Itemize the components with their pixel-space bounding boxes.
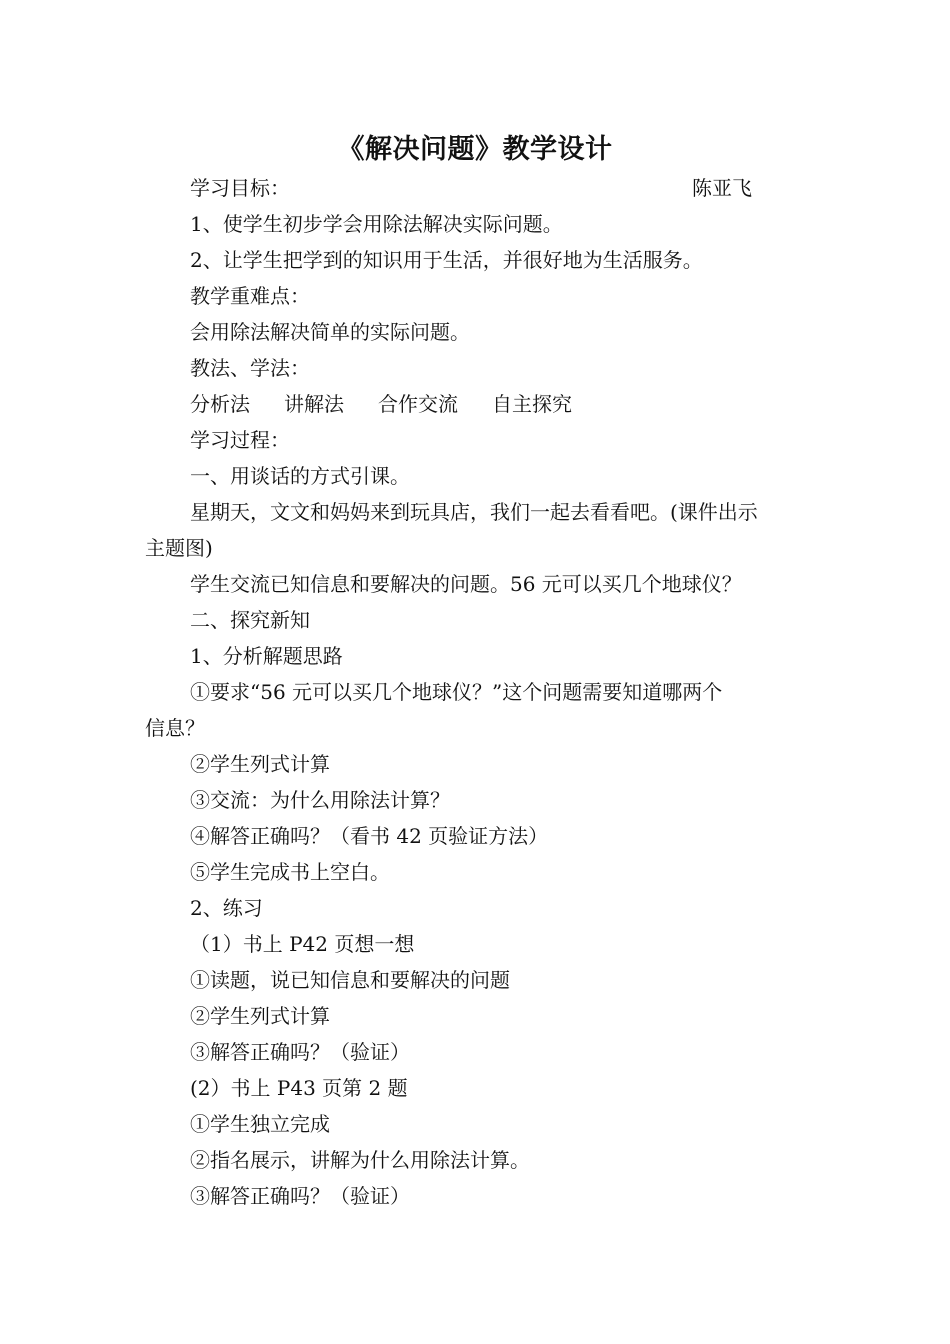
sub1-item: ②学生列式计算 — [190, 752, 330, 776]
exercise1-heading: （1）书上 P42 页想一想 — [190, 932, 415, 956]
method-item: 讲解法 — [284, 392, 344, 416]
key-points-heading: 教学重难点： — [190, 284, 310, 308]
sub1-item-continued: 信息？ — [145, 716, 205, 740]
sub1-item: ③交流：为什么用除法计算？ — [190, 788, 450, 812]
exercise2-item: ③解答正确吗？（验证） — [190, 1184, 410, 1208]
methods-list — [190, 386, 606, 422]
section2-heading: 二、探究新知 — [190, 608, 310, 632]
exercise1-item: ②学生列式计算 — [190, 1004, 330, 1028]
sub1-item: ④解答正确吗？（看书 42 页验证方法） — [190, 824, 549, 848]
section1-text-continued: 主题图) — [145, 536, 213, 560]
sub2-heading: 2、练习 — [190, 896, 263, 920]
section1-text: 星期天，文文和妈妈来到玩具店，我们一起去看看吧。(课件出示 — [190, 500, 758, 524]
sub1-heading: 1、分析解题思路 — [190, 644, 343, 668]
key-points-text: 会用除法解决简单的实际问题。 — [190, 320, 470, 344]
method-item: 合作交流 — [378, 392, 458, 416]
exercise2-heading: (2）书上 P43 页第 2 题 — [190, 1076, 408, 1100]
exercise1-item: ③解答正确吗？（验证） — [190, 1040, 410, 1064]
document-title: 《解决问题》教学设计 — [337, 134, 613, 165]
goal-item: 1、使学生初步学会用除法解决实际问题。 — [190, 212, 563, 236]
section1-heading: 一、用谈话的方式引课。 — [190, 464, 410, 488]
method-item: 分析法 — [190, 392, 250, 416]
goals-heading: 学习目标： — [190, 176, 290, 200]
methods-heading: 教法、学法： — [190, 356, 310, 380]
process-heading: 学习过程： — [190, 428, 290, 452]
sub1-item: ①要求“56 元可以买几个地球仪？”这个问题需要知道哪两个 — [190, 680, 723, 704]
exercise1-item: ①读题，说已知信息和要解决的问题 — [190, 968, 510, 992]
method-item: 自主探究 — [492, 392, 572, 416]
goal-item: 2、让学生把学到的知识用于生活，并很好地为生活服务。 — [190, 248, 703, 272]
section1-question: 学生交流已知信息和要解决的问题。56 元可以买几个地球仪？ — [190, 572, 742, 596]
author-name: 陈亚飞 — [692, 176, 752, 200]
sub1-item: ⑤学生完成书上空白。 — [190, 860, 390, 884]
exercise2-item: ②指名展示，讲解为什么用除法计算。 — [190, 1148, 530, 1172]
exercise2-item: ①学生独立完成 — [190, 1112, 330, 1136]
